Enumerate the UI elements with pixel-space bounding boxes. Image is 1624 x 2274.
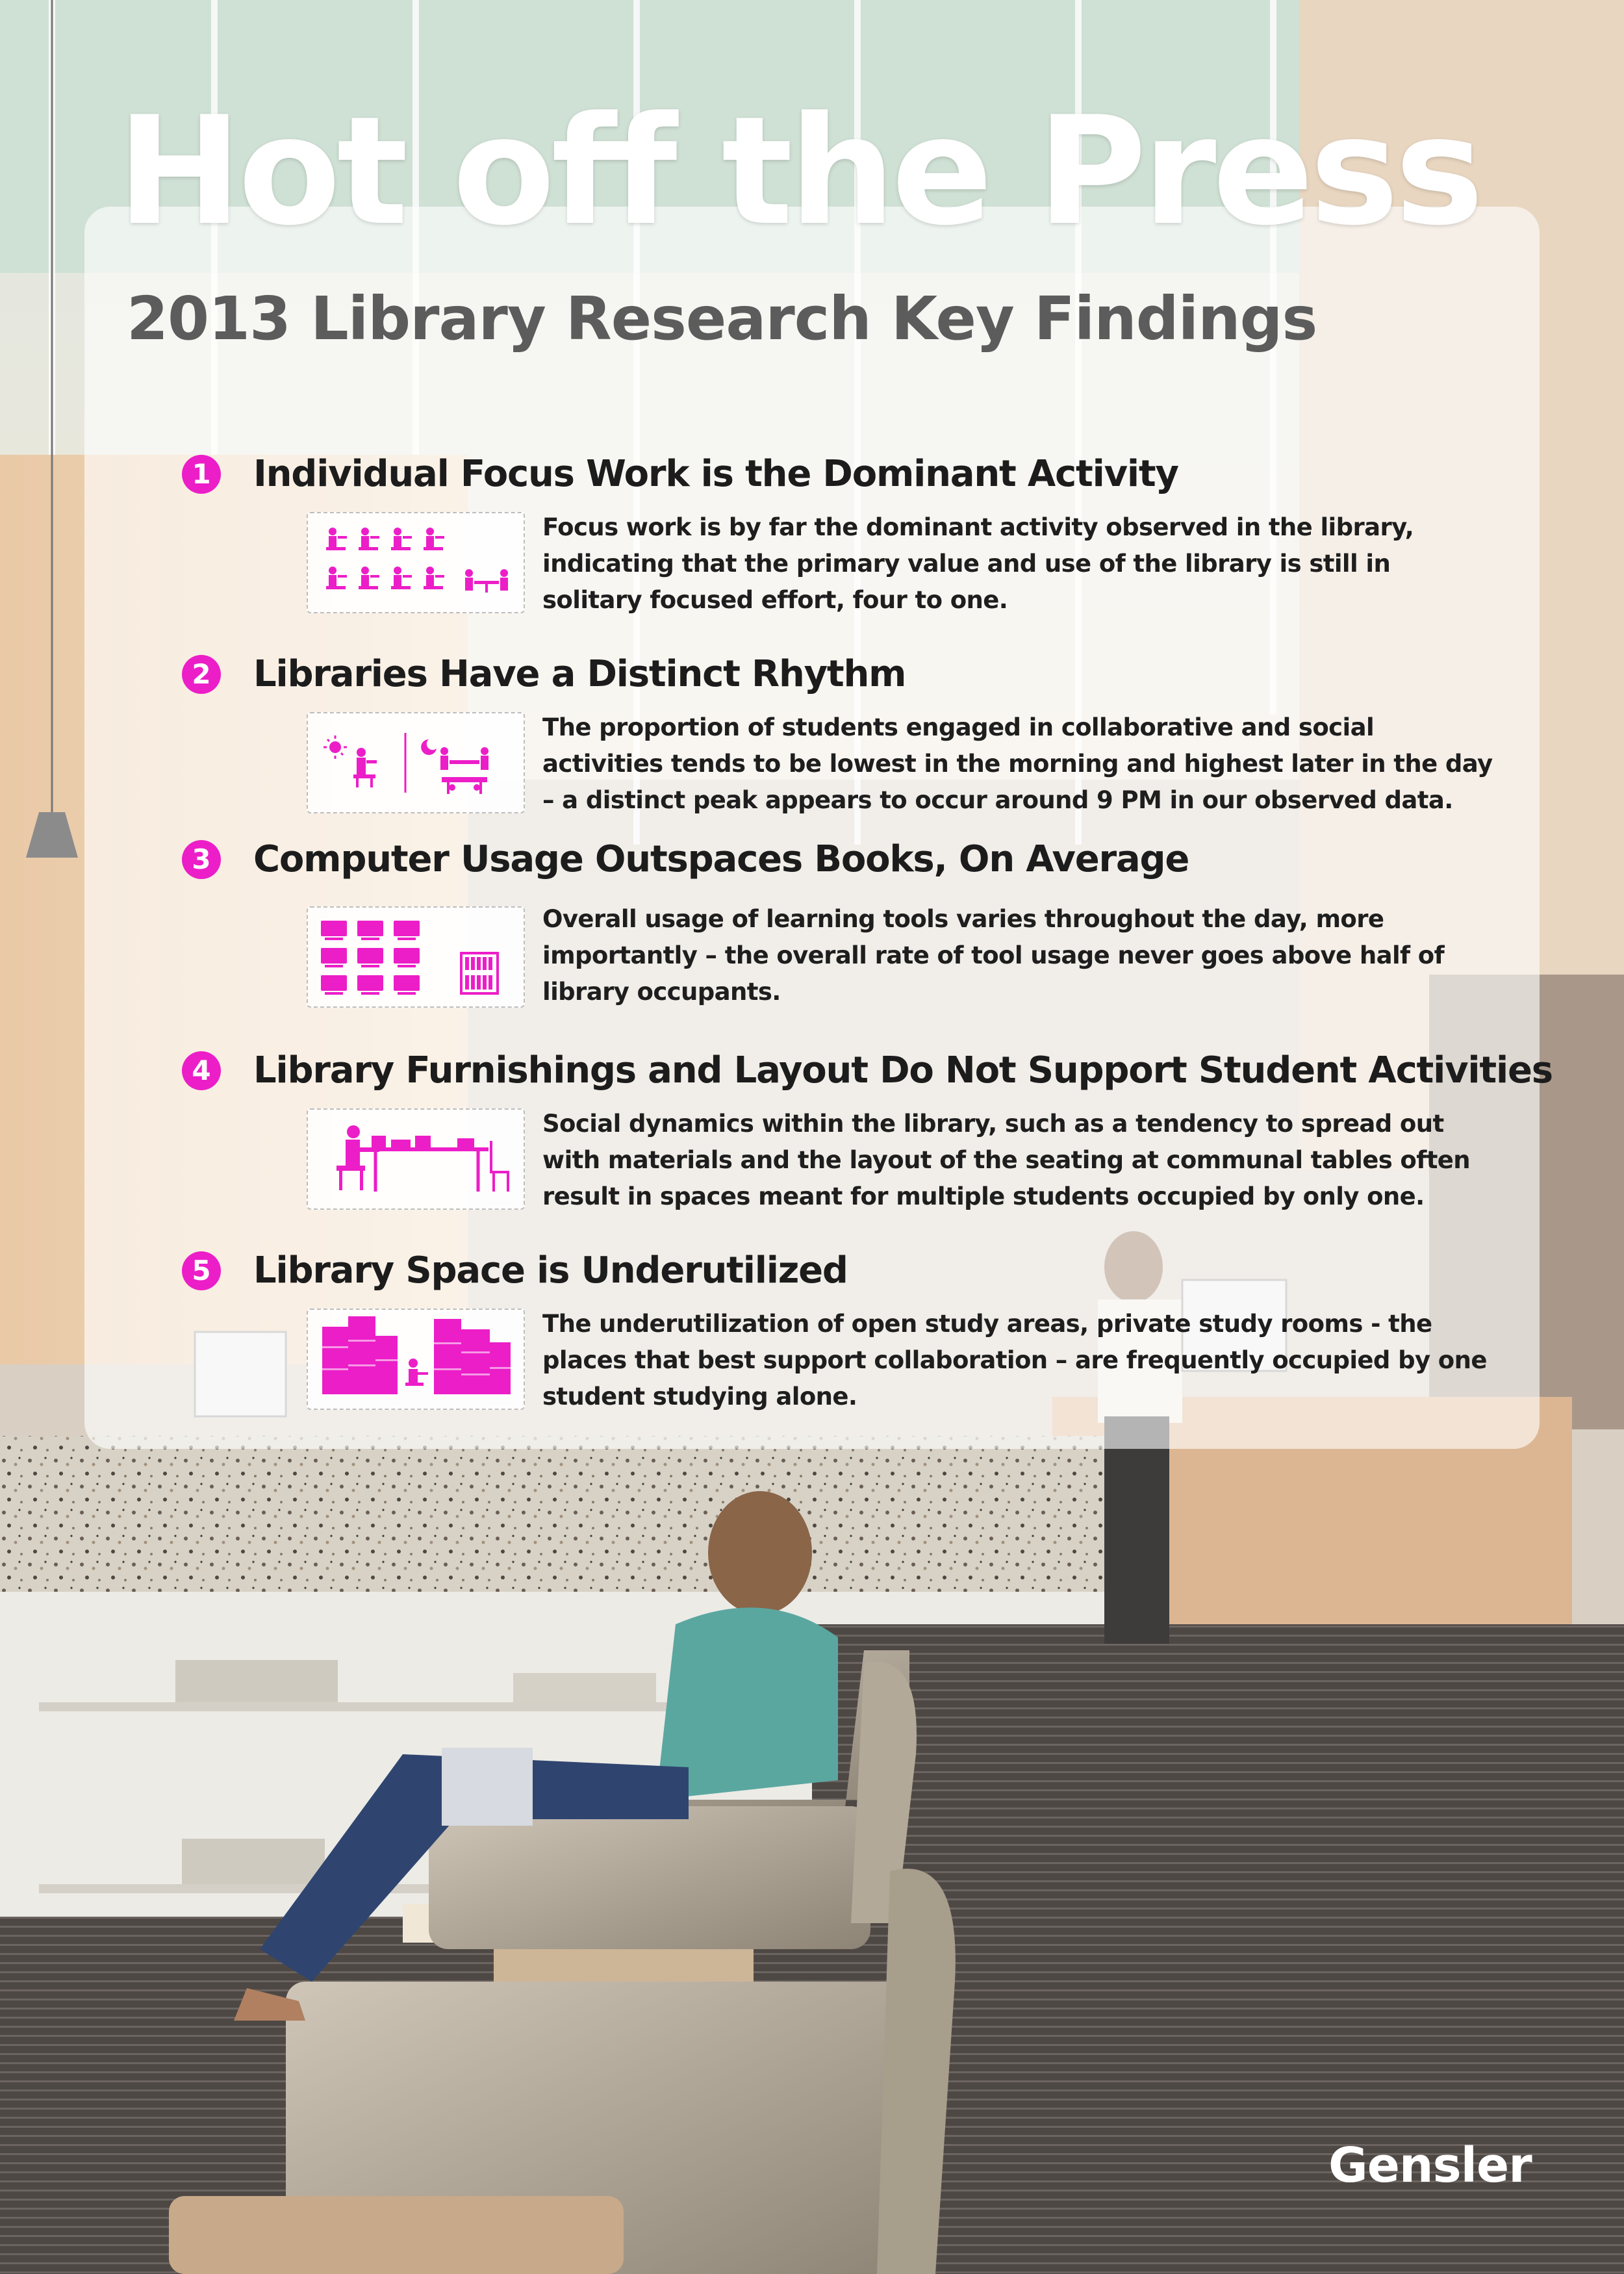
finding-description: Focus work is by far the dominant activity observed in the library, indicating that the primary value and use of the library is still in solitary focused effort, four to one. — [542, 513, 1414, 614]
finding-title: Library Space is Underutilized — [253, 1249, 848, 1292]
finding-title: Libraries Have a Distinct Rhythm — [253, 653, 906, 695]
finding-title: Library Furnishings and Layout Do Not Support Student Activities — [253, 1049, 1553, 1092]
finding-description: The underutilization of open study areas, private study rooms - the places that best support collaboration – are frequently occupied by one student studying alone. — [542, 1310, 1487, 1411]
finding-title: Computer Usage Outspaces Books, On Average — [253, 838, 1189, 880]
finding-number-badge: 2 — [182, 655, 221, 694]
day-night-rhythm-icon — [307, 712, 525, 813]
finding-number-badge: 4 — [182, 1051, 221, 1090]
finding-title: Individual Focus Work is the Dominant Activity — [253, 453, 1178, 495]
page-title: Hot off the Press — [117, 85, 1480, 259]
finding-description: The proportion of students engaged in collaborative and social activities tends to be lowest in the morning and highest later in the day – a distinct peak appears to occur around 9 PM in our observed data. — [542, 713, 1493, 814]
computers-vs-books-icon — [307, 906, 525, 1008]
finding-number-badge: 5 — [182, 1251, 221, 1290]
finding-description: Social dynamics within the library, such as a tendency to spread out with materials and the layout of the seating at communal tables often result in spaces meant for multiple students occupied by only one. — [542, 1110, 1471, 1210]
gensler-logo: Gensler — [1328, 2138, 1532, 2193]
underutilized-space-icon — [307, 1309, 525, 1410]
page-subtitle: 2013 Library Research Key Findings — [127, 284, 1317, 353]
focus-work-icon — [307, 512, 525, 613]
finding-number-badge: 3 — [182, 840, 221, 879]
student-at-table-icon — [307, 1108, 525, 1210]
finding-number-badge: 1 — [182, 455, 221, 494]
finding-description: Overall usage of learning tools varies throughout the day, more importantly – the overall rate of tool usage never goes above half of library occupants. — [542, 905, 1445, 1006]
